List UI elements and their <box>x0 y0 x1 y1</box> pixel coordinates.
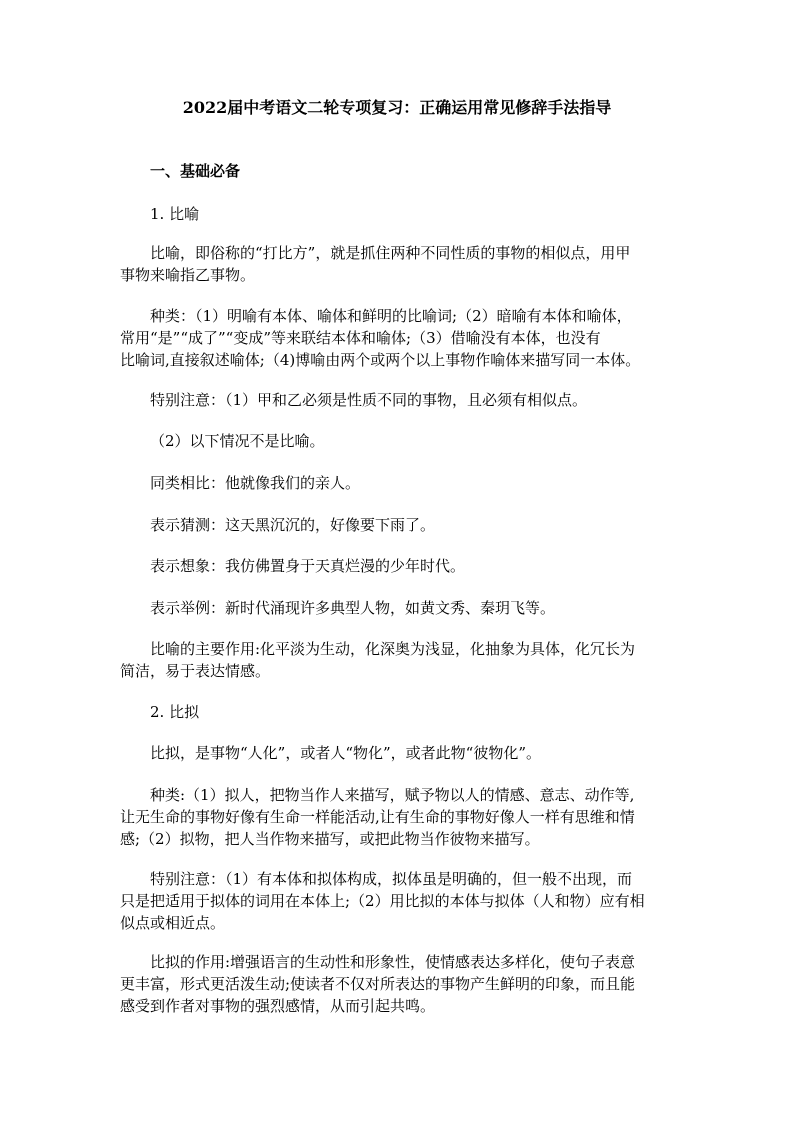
text-line: 特别注意：（1）有本体和拟体构成，拟体虽是明确的，但一般不出现，而 <box>150 870 633 888</box>
paragraph-metaphor-definition <box>120 242 676 286</box>
paragraph-metaphor-note: 特别注意：（1）甲和乙必须是性质不同的事物，且必须有相似点。 <box>150 391 588 409</box>
subheading-personification: 2. 比拟 <box>150 703 200 721</box>
paragraph-metaphor-types <box>120 305 676 371</box>
paragraph-example-listing: 表示举例：新时代涌现许多典型人物，如黄文秀、秦玥飞等。 <box>150 599 556 617</box>
text-line: 让无生命的事物好像有生命一样能活动,让有生命的事物好像人一样有思维和情 <box>120 808 635 826</box>
text-line: 简洁，易于表达情感。 <box>120 662 271 680</box>
text-line: 常用“是”“成了”“变成”等来联结本体和喻体;（3）借喻没有本体，也没有 <box>120 329 601 347</box>
text-line: 比拟的作用:增强语言的生动性和形象性，使情感表达多样化，使句子表意 <box>150 953 636 971</box>
paragraph-personification-function <box>120 951 676 1017</box>
text-line: 事物来喻指乙事物。 <box>120 266 256 284</box>
text-line: 更丰富，形式更活泼生动;使读者不仅对所表达的事物产生鲜明的印象，而且能 <box>120 975 636 993</box>
text-line: 只是把适用于拟体的词用在本体上;（2）用比拟的本体与拟体（人和物）应有相 <box>120 892 645 910</box>
text-line: 比喻，即俗称的“打比方”，就是抓住两种不同性质的事物的相似点，用甲 <box>150 244 631 262</box>
text-line: 比喻词,直接叙述喻体;（4)博喻由两个或两个以上事物作喻体来描写同一本体。 <box>120 351 641 369</box>
subheading-metaphor: 1. 比喻 <box>150 205 200 223</box>
text-line: 种类：（1）明喻有本体、喻体和鲜明的比喻词;（2）暗喻有本体和喻体， <box>150 307 632 325</box>
document-title: 2022届中考语文二轮专项复习：正确运用常见修辞手法指导 <box>182 98 612 117</box>
text-line: 种类:（1）拟人，把物当作人来描写，赋予物以人的情感、意志、动作等, <box>150 786 635 804</box>
paragraph-example-comparison: 同类相比：他就像我们的亲人。 <box>150 474 361 492</box>
paragraph-metaphor-function <box>120 638 676 682</box>
paragraph-personification-note <box>120 868 676 934</box>
text-line: 似点或相近点。 <box>120 914 226 932</box>
text-line: 感;（2）拟物，把人当作物来描写，或把此物当作彼物来描写。 <box>120 830 540 848</box>
paragraph-example-guess: 表示猜测：这天黑沉沉的，好像要下雨了。 <box>150 516 436 534</box>
section-heading-basics: 一、基础必备 <box>150 162 241 180</box>
paragraph-example-imagination: 表示想象：我仿佛置身于天真烂漫的少年时代。 <box>150 557 466 575</box>
text-line: 感受到作者对事物的强烈感情，从而引起共鸣。 <box>120 997 436 1015</box>
paragraph-personification-types <box>120 784 676 850</box>
text-line: 比喻的主要作用:化平淡为生动，化深奥为浅显，化抽象为具体，化冗长为 <box>150 640 636 658</box>
paragraph-personification-definition: 比拟，是事物“人化”，或者人“物化”，或者此物“彼物化”。 <box>150 744 542 762</box>
paragraph-metaphor-exceptions: （2）以下情况不是比喻。 <box>150 432 325 450</box>
